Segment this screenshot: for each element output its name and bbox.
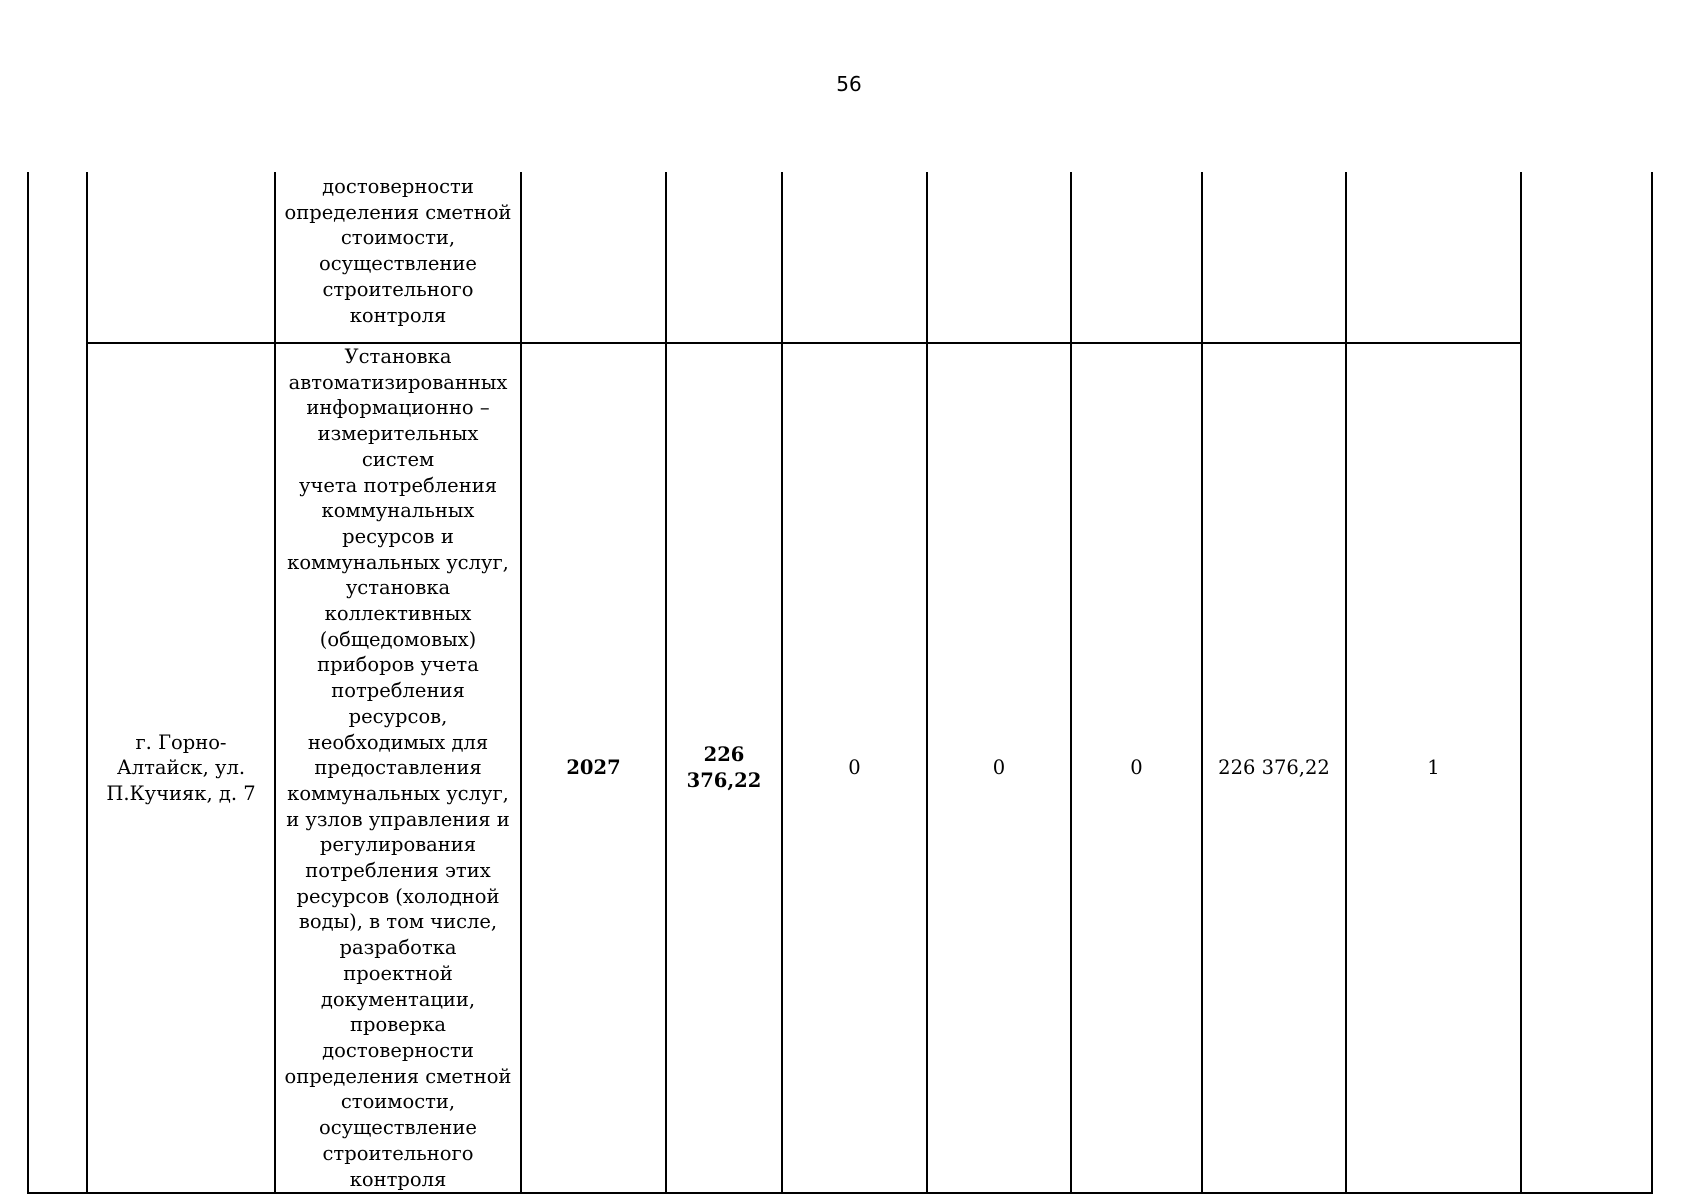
cell-year: 2027 (521, 343, 666, 1193)
cell-republic-budget: 0 (927, 343, 1071, 1193)
cell-address: г. Горно- Алтайск, ул. П.Кучияк, д. 7 (87, 343, 275, 1193)
cell-fund-share: 0 (782, 343, 927, 1193)
cell-year-continued (521, 172, 666, 343)
cell-local-budget: 0 (1071, 343, 1202, 1193)
cell-owners-funds: 226 376,22 (1202, 343, 1346, 1193)
cell-local-budget-continued (1071, 172, 1202, 343)
cell-work-description-continued: достоверности определения сметной стоимости, осуществление строительного контроля (275, 172, 521, 343)
table-row (28, 343, 1652, 1193)
cell-work-description: Установка автоматизированных информационно – измерительных систем учета потребления коммунальных ресурсов и коммунальных услуг, установка коллективных (общедомовых) приборов учета потребления ресурсов, необходимых для предоставления коммунальных услуг, и узлов управления и регулирования потребления этих ресурсов (холодной воды), в том числе, разработка проектной документации, проверка достоверности определения сметной стоимости, осуществление строительного контроля (275, 343, 521, 1193)
cell-note (1521, 172, 1652, 1193)
table-row-continued (28, 172, 1652, 343)
cell-count: 1 (1346, 343, 1521, 1193)
cell-republic-budget-continued (927, 172, 1071, 343)
cell-owners-funds-continued (1202, 172, 1346, 343)
cell-fund-share-continued (782, 172, 927, 343)
cell-total-cost-continued (666, 172, 782, 343)
page-number: 56 (836, 72, 862, 96)
program-table (27, 172, 1653, 1194)
cell-address-continued (87, 172, 275, 343)
cell-count-continued (1346, 172, 1521, 343)
cell-total-cost: 226 376,22 (666, 343, 782, 1193)
cell-index (28, 172, 87, 1193)
